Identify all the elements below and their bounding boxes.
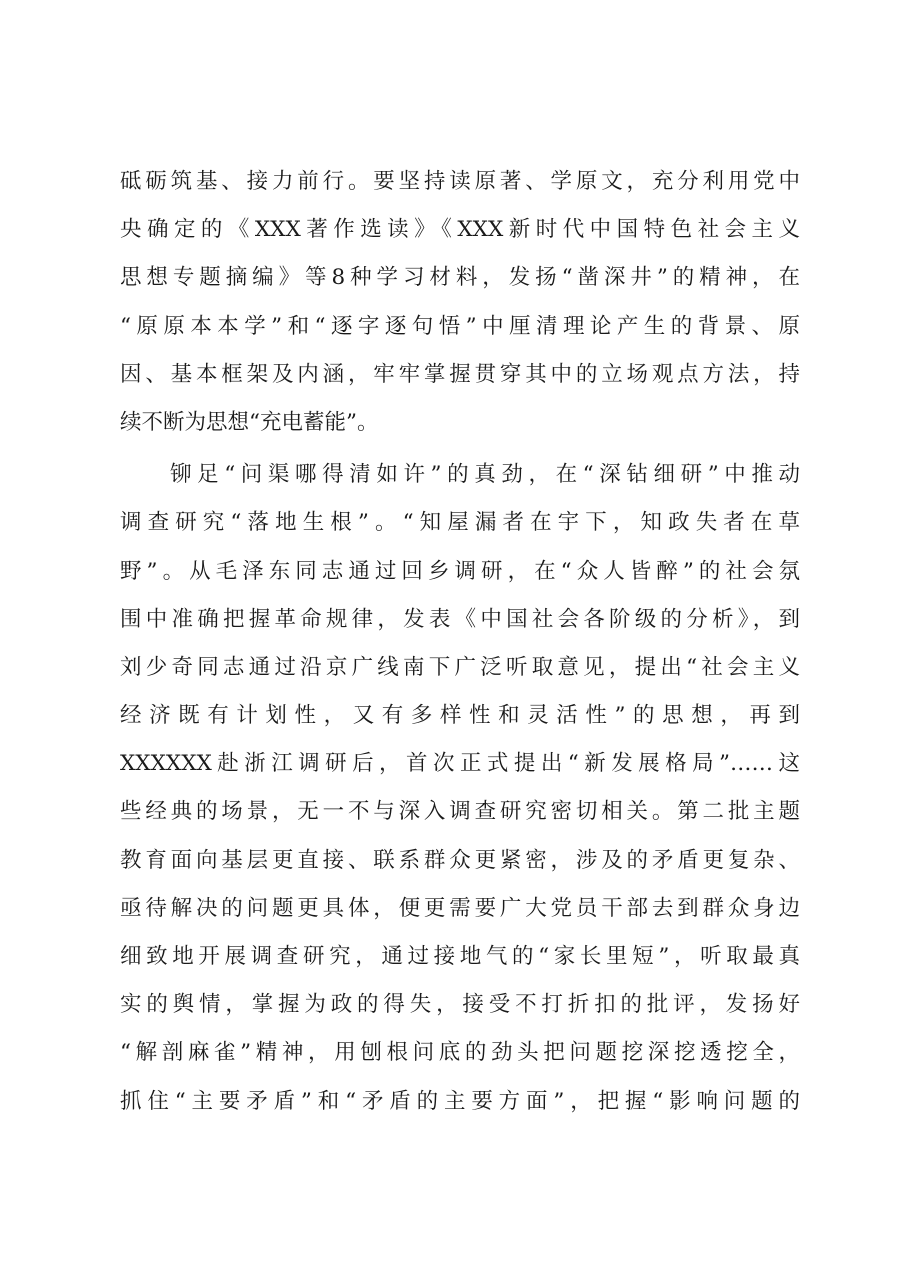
text-line: 野”。从毛泽东同志通过回乡调研，在“众人皆醉”的社会氛 [120,558,800,584]
text-line: 调查研究“落地生根”。“知屋漏者在宇下，知政失者在草 [120,510,800,536]
text-line: 亟待解决的问题更具体，便更需要广大党员干部去到群众身边 [120,895,800,921]
text-line: 刘少奇同志通过沿京广线南下广泛听取意见，提出“社会主义 [120,654,800,680]
text-line: 续不断为思想“充电蓄能”。 [120,409,379,435]
text-line: 铆足“问渠哪得清如许”的真劲，在“深钻细研”中推动 [170,462,800,488]
body-text [120,158,800,1126]
text-line: 经济既有计划性，又有多样性和灵活性”的思想，再到 [120,703,800,729]
text-line: “原原本本学”和“逐字逐句悟”中厘清理论产生的背景、原 [120,313,800,339]
text-line: XXXXXX赴浙江调研后，首次正式提出“新发展格局”……这 [120,751,800,777]
text-line: 抓住“主要矛盾”和“矛盾的主要方面”，把握“影响问题的 [120,1088,800,1114]
text-line: 教育面向基层更直接、联系群众更紧密，涉及的矛盾更复杂、 [120,847,800,873]
text-line: 细致地开展调查研究，通过接地气的“家长里短”，听取最真 [120,944,800,969]
text-line: 思想专题摘编》等8种学习材料，发扬“凿深井”的精神，在 [120,265,800,291]
text-line: 因、基本框架及内涵，牢牢掌握贯穿其中的立场观点方法，持 [120,361,800,387]
text-line: 实的舆情，掌握为政的得失，接受不打折扣的批评，发扬好 [120,992,800,1018]
text-line: 围中准确把握革命规律，发表《中国社会各阶级的分析》，到 [120,606,800,632]
text-line: 砥砺筑基、接力前行。要坚持读原著、学原文，充分利用党中 [120,169,800,194]
paragraph [120,451,800,1126]
text-line: “解剖麻雀”精神，用刨根问底的劲头把问题挖深挖透挖全， [120,1040,800,1066]
paragraph [120,158,800,447]
text-line: 央确定的《XXX著作选读》《XXX新时代中国特色社会主义 [120,217,800,243]
text-line: 些经典的场景，无一不与深入调查研究密切相关。第二批主题 [120,799,800,825]
